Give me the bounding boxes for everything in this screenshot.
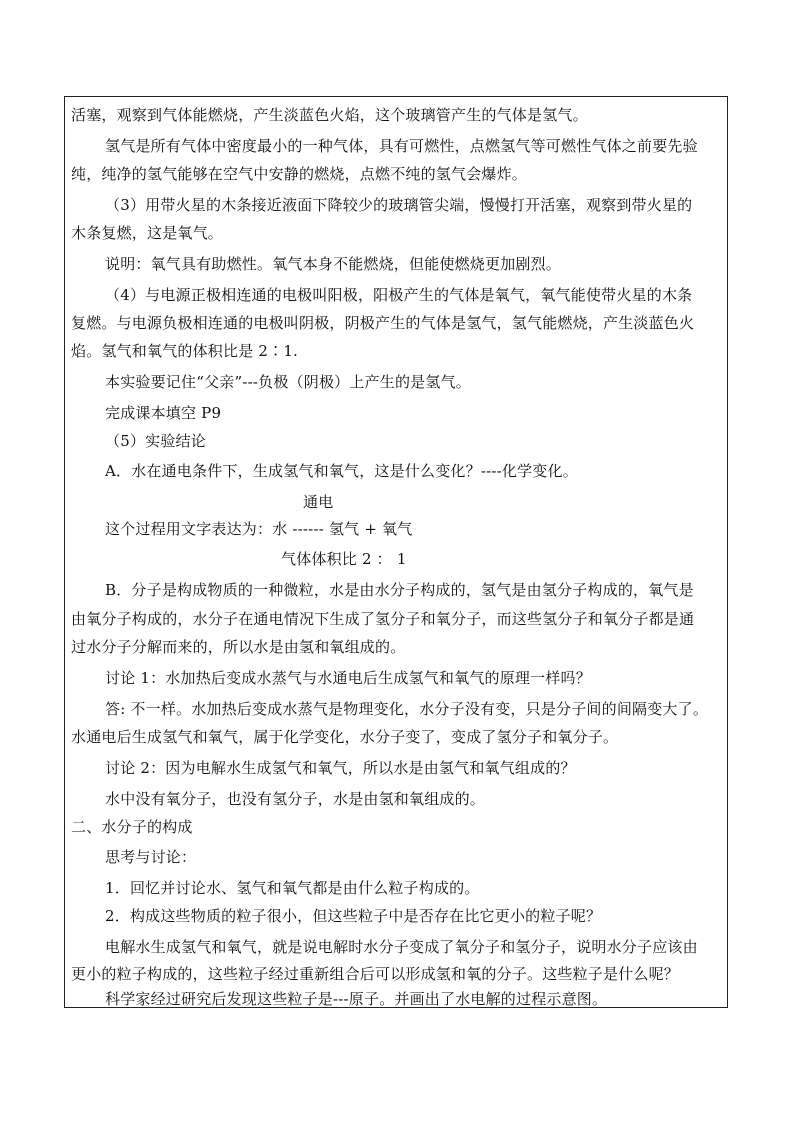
text-line: 木条复燃，这是氧气。: [71, 224, 224, 242]
lesson-text-box: [64, 96, 728, 1008]
text-line: 水通电后生成氢气和氧气，属于化学变化，水分子变了，变成了氢分子和氧分子。: [71, 728, 619, 746]
text-line: 1．回忆并讨论水、氢气和氧气都是由什么粒子构成的。: [105, 879, 480, 897]
text-line: （5）实验结论: [105, 432, 206, 450]
word-equation: 这个过程用文字表达为：水 ------ 氢气 + 氧气: [105, 520, 413, 538]
text-line: 水中没有氧分子，也没有氢分子，水是由氢和氧组成的。: [105, 790, 486, 808]
text-line: 本实验要记住“父亲”---负极（阴极）上产生的是氢气。: [105, 373, 471, 391]
text-line: 氢气是所有气体中密度最小的一种气体，具有可燃性，点燃氢气等可燃性气体之前要先验: [105, 137, 698, 155]
text-line: 答: 不一样。水加热后变成水蒸气是物理变化，水分子没有变，只是分子间的间隔变大了。: [105, 700, 709, 718]
text-line: B．分子是构成物质的一种微粒，水是由水分子构成的，氢气是由氢分子构成的，氧气是: [105, 581, 694, 599]
text-line: （3）用带火星的木条接近液面下降较少的玻璃管尖端，慢慢打开活塞，观察到带火星的: [105, 196, 693, 214]
text-line: 讨论 2：因为电解水生成氢气和氧气，所以水是由氢气和氧气组成的？: [105, 759, 576, 777]
text-line: 说明：氧气具有助燃性。氧气本身不能燃烧，但能使燃烧更加剧烈。: [105, 255, 562, 273]
text-line: 过水分子分解而来的，所以水是由氢和氧组成的。: [71, 638, 406, 656]
volume-ratio: 气体体积比 2 ： 1: [281, 550, 407, 568]
text-line: 电解水生成氢气和氧气，就是说电解时水分子变成了氧分子和氢分子，说明水分子应该由: [105, 938, 698, 956]
equation-condition: 通电: [303, 493, 334, 511]
text-line: 科学家经过研究后发现这些粒子是---原子。并画出了水电解的过程示意图。: [105, 990, 608, 1008]
text-line: 活塞，观察到气体能燃烧，产生淡蓝色火焰，这个玻璃管产生的气体是氢气。: [71, 106, 588, 124]
text-line: A．水在通电条件下，生成氢气和氧气，这是什么变化？----化学变化。: [105, 462, 578, 480]
section-heading: 二、水分子的构成: [71, 818, 193, 836]
text-line: 焰。氢气和氧气的体积比是 2∶1.: [71, 342, 299, 360]
text-line: 纯，纯净的氢气能够在空气中安静的燃烧，点燃不纯的氢气会爆炸。: [71, 165, 528, 183]
text-line: 复燃。与电源负极相连通的电极叫阴极，阴极产生的气体是氢气，氢气能燃烧，产生淡蓝色火: [71, 314, 695, 332]
text-line: 完成课本填空 P9: [105, 404, 222, 422]
text-line: （4）与电源正极相连通的电极叫阳极，阳极产生的气体是氧气，氧气能使带火星的木条: [105, 286, 693, 304]
text-line: 更小的粒子构成的，这些粒子经过重新组合后可以形成氢和氧的分子。这些粒子是什么呢？: [71, 965, 680, 983]
text-line: 2．构成这些物质的粒子很小，但这些粒子中是否存在比它更小的粒子呢？: [105, 907, 602, 925]
text-line: 思考与讨论：: [105, 848, 197, 866]
text-line: 讨论 1：水加热后变成水蒸气与水通电后生成氢气和氧气的原理一样吗？: [105, 669, 591, 687]
text-line: 由氧分子构成的，水分子在通电情况下生成了氢分子和氧分子，而这些氢分子和氧分子都是通: [71, 610, 695, 628]
